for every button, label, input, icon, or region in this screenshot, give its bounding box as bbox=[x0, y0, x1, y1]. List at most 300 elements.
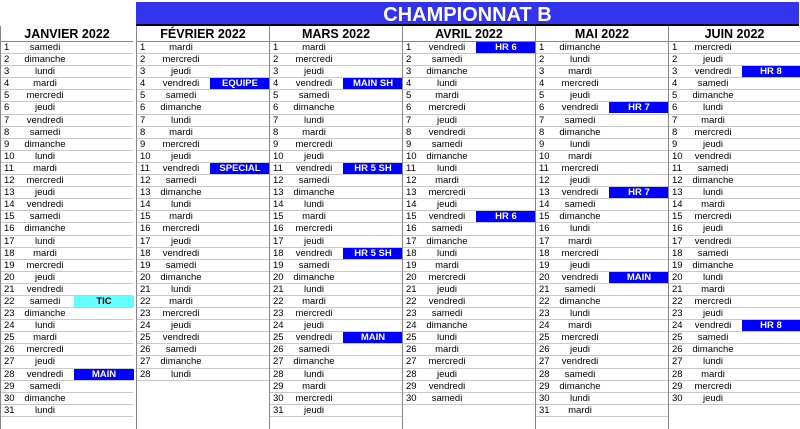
day-row bbox=[270, 211, 402, 223]
day-number: 23 bbox=[273, 308, 284, 320]
day-row bbox=[270, 115, 402, 127]
day-name: mardi bbox=[33, 332, 57, 344]
day-name: dimanche bbox=[24, 138, 66, 150]
day-row bbox=[137, 42, 269, 54]
event-badge: MAIN bbox=[74, 369, 134, 380]
day-number: 17 bbox=[140, 235, 151, 247]
day-number: 14 bbox=[140, 199, 151, 211]
day-number: 28 bbox=[4, 368, 15, 380]
day-number: 27 bbox=[140, 356, 151, 368]
day-number: 9 bbox=[406, 138, 412, 150]
day-row bbox=[403, 199, 535, 211]
day-number: 19 bbox=[273, 259, 284, 271]
day-number: 3 bbox=[672, 66, 678, 78]
day-row bbox=[403, 344, 535, 356]
day-name: dimanche bbox=[293, 271, 335, 283]
day-name: lundi bbox=[303, 283, 325, 295]
month-column bbox=[0, 26, 133, 429]
day-number: 8 bbox=[4, 126, 10, 138]
day-row bbox=[270, 78, 402, 90]
day-number: 12 bbox=[273, 175, 284, 187]
day-name: jeudi bbox=[170, 235, 192, 247]
day-row bbox=[1, 102, 133, 114]
day-number: 8 bbox=[140, 126, 146, 138]
day-name: lundi bbox=[702, 271, 724, 283]
day-name: dimanche bbox=[160, 187, 202, 199]
day-number: 30 bbox=[4, 392, 15, 404]
day-number: 4 bbox=[273, 78, 279, 90]
day-name: mardi bbox=[302, 211, 326, 223]
day-name: samedi bbox=[564, 199, 596, 211]
day-row bbox=[270, 284, 402, 296]
day-row bbox=[137, 66, 269, 78]
day-row bbox=[536, 272, 668, 284]
day-number: 13 bbox=[539, 187, 550, 199]
day-name: jeudi bbox=[436, 283, 458, 295]
day-number: 4 bbox=[140, 78, 146, 90]
day-name: samedi bbox=[431, 138, 463, 150]
day-number: 11 bbox=[140, 162, 150, 174]
day-row bbox=[137, 115, 269, 127]
day-row bbox=[270, 369, 402, 381]
day-number: 27 bbox=[406, 356, 417, 368]
day-row bbox=[536, 175, 668, 187]
day-name: dimanche bbox=[426, 320, 468, 332]
day-number: 1 bbox=[273, 42, 279, 53]
day-row bbox=[536, 332, 668, 344]
day-row bbox=[669, 211, 800, 223]
day-number: 24 bbox=[672, 320, 683, 332]
day-name: vendredi bbox=[428, 42, 466, 53]
day-name: mercredi bbox=[561, 78, 599, 90]
day-row bbox=[270, 139, 402, 151]
day-number: 5 bbox=[140, 90, 146, 102]
day-row bbox=[403, 115, 535, 127]
day-number: 20 bbox=[539, 271, 550, 283]
day-number: 6 bbox=[4, 102, 10, 114]
day-number: 10 bbox=[672, 150, 683, 162]
day-row bbox=[403, 296, 535, 308]
day-name: mercredi bbox=[694, 211, 732, 223]
day-number: 15 bbox=[539, 211, 550, 223]
day-name: vendredi bbox=[26, 368, 64, 380]
day-number: 12 bbox=[140, 175, 151, 187]
day-name: vendredi bbox=[694, 66, 732, 78]
day-name: vendredi bbox=[694, 320, 732, 332]
day-name: dimanche bbox=[559, 126, 601, 138]
day-name: vendredi bbox=[295, 78, 333, 90]
day-name: jeudi bbox=[170, 66, 192, 78]
day-row bbox=[137, 308, 269, 320]
day-name: samedi bbox=[165, 344, 197, 356]
day-name: jeudi bbox=[34, 102, 56, 114]
day-number: 27 bbox=[4, 356, 15, 368]
day-row bbox=[536, 127, 668, 139]
day-row bbox=[669, 102, 800, 114]
day-name: samedi bbox=[564, 114, 596, 126]
day-number: 3 bbox=[140, 66, 146, 78]
day-row bbox=[1, 187, 133, 199]
day-name: dimanche bbox=[692, 344, 734, 356]
day-name: samedi bbox=[29, 42, 61, 53]
day-row bbox=[536, 393, 668, 405]
day-row bbox=[1, 199, 133, 211]
day-name: lundi bbox=[702, 102, 724, 114]
day-row bbox=[1, 78, 133, 90]
day-number: 6 bbox=[406, 102, 412, 114]
day-number: 24 bbox=[539, 320, 550, 332]
day-row bbox=[1, 151, 133, 163]
day-row bbox=[137, 151, 269, 163]
day-number: 29 bbox=[672, 380, 683, 392]
day-row bbox=[536, 187, 668, 199]
day-row bbox=[536, 66, 668, 78]
day-number: 26 bbox=[140, 344, 151, 356]
day-name: dimanche bbox=[293, 102, 335, 114]
event-badge: HR 6 bbox=[476, 211, 536, 222]
day-row bbox=[403, 42, 535, 54]
day-name: samedi bbox=[298, 175, 330, 187]
day-row bbox=[403, 248, 535, 260]
day-name: samedi bbox=[298, 90, 330, 102]
month-header: JUIN 2022 bbox=[669, 26, 800, 42]
day-row bbox=[536, 308, 668, 320]
day-name: mercredi bbox=[295, 223, 333, 235]
day-number: 15 bbox=[4, 211, 15, 223]
day-number: 26 bbox=[273, 344, 284, 356]
day-name: mardi bbox=[435, 175, 459, 187]
day-name: jeudi bbox=[702, 138, 724, 150]
day-number: 25 bbox=[140, 332, 151, 344]
event-badge: HR 8 bbox=[742, 320, 800, 331]
day-number: 21 bbox=[273, 283, 284, 295]
day-row bbox=[403, 66, 535, 78]
day-number: 7 bbox=[273, 114, 279, 126]
day-name: jeudi bbox=[34, 356, 56, 368]
day-row bbox=[1, 236, 133, 248]
day-row bbox=[1, 248, 133, 260]
day-row bbox=[137, 344, 269, 356]
day-row bbox=[403, 308, 535, 320]
day-row bbox=[669, 127, 800, 139]
day-row bbox=[137, 199, 269, 211]
day-number: 9 bbox=[539, 138, 545, 150]
day-row bbox=[137, 102, 269, 114]
day-name: vendredi bbox=[428, 126, 466, 138]
day-number: 10 bbox=[539, 150, 550, 162]
day-name: samedi bbox=[697, 162, 729, 174]
day-row bbox=[669, 381, 800, 393]
day-number: 2 bbox=[539, 54, 545, 66]
day-name: lundi bbox=[34, 404, 56, 416]
day-row bbox=[1, 66, 133, 78]
day-name: jeudi bbox=[436, 199, 458, 211]
day-name: dimanche bbox=[692, 90, 734, 102]
day-name: dimanche bbox=[559, 42, 601, 53]
day-name: vendredi bbox=[162, 332, 200, 344]
day-name: mardi bbox=[435, 344, 459, 356]
day-number: 16 bbox=[4, 223, 15, 235]
day-number: 24 bbox=[406, 320, 417, 332]
day-number: 24 bbox=[4, 320, 15, 332]
day-name: mardi bbox=[701, 114, 725, 126]
day-number: 6 bbox=[539, 102, 545, 114]
day-row bbox=[669, 187, 800, 199]
day-number: 2 bbox=[672, 54, 678, 66]
day-row bbox=[536, 320, 668, 332]
day-number: 2 bbox=[140, 54, 146, 66]
day-row bbox=[1, 381, 133, 393]
day-row bbox=[403, 211, 535, 223]
day-number: 12 bbox=[406, 175, 417, 187]
day-name: jeudi bbox=[303, 150, 325, 162]
day-name: jeudi bbox=[436, 368, 458, 380]
day-row bbox=[669, 260, 800, 272]
day-number: 28 bbox=[672, 368, 683, 380]
day-name: dimanche bbox=[160, 271, 202, 283]
day-number: 28 bbox=[273, 368, 284, 380]
day-name: jeudi bbox=[702, 392, 724, 404]
day-name: samedi bbox=[29, 211, 61, 223]
day-row bbox=[669, 139, 800, 151]
day-name: lundi bbox=[170, 368, 192, 380]
day-name: lundi bbox=[34, 235, 56, 247]
day-name: dimanche bbox=[426, 150, 468, 162]
day-row bbox=[403, 163, 535, 175]
day-row bbox=[1, 223, 133, 235]
day-number: 5 bbox=[4, 90, 10, 102]
day-row bbox=[536, 248, 668, 260]
day-row bbox=[669, 199, 800, 211]
day-name: jeudi bbox=[569, 259, 591, 271]
day-number: 16 bbox=[406, 223, 417, 235]
day-row bbox=[669, 369, 800, 381]
day-number: 19 bbox=[140, 259, 151, 271]
day-row bbox=[403, 272, 535, 284]
day-row bbox=[669, 151, 800, 163]
day-row bbox=[536, 236, 668, 248]
day-row bbox=[536, 381, 668, 393]
day-row bbox=[669, 308, 800, 320]
day-row bbox=[137, 163, 269, 175]
day-number: 14 bbox=[539, 199, 550, 211]
day-name: vendredi bbox=[428, 295, 466, 307]
event-badge: HR 5 SH bbox=[343, 163, 403, 174]
day-name: mardi bbox=[302, 42, 326, 53]
day-number: 6 bbox=[140, 102, 146, 114]
day-name: samedi bbox=[29, 126, 61, 138]
day-name: mercredi bbox=[162, 54, 200, 66]
day-name: mercredi bbox=[694, 295, 732, 307]
month-column bbox=[535, 26, 668, 429]
day-row bbox=[1, 296, 133, 308]
day-name: mardi bbox=[169, 295, 193, 307]
day-row bbox=[270, 151, 402, 163]
day-name: mardi bbox=[568, 66, 592, 78]
day-row bbox=[403, 381, 535, 393]
day-number: 13 bbox=[140, 187, 151, 199]
day-name: mercredi bbox=[561, 332, 599, 344]
day-number: 23 bbox=[539, 308, 550, 320]
day-row bbox=[1, 175, 133, 187]
day-name: lundi bbox=[436, 332, 458, 344]
day-row bbox=[403, 175, 535, 187]
day-row bbox=[1, 284, 133, 296]
day-number: 8 bbox=[672, 126, 678, 138]
day-name: lundi bbox=[436, 162, 458, 174]
day-number: 26 bbox=[4, 344, 15, 356]
day-row bbox=[536, 163, 668, 175]
day-number: 28 bbox=[539, 368, 550, 380]
day-row bbox=[536, 369, 668, 381]
day-number: 29 bbox=[539, 380, 550, 392]
day-name: samedi bbox=[564, 283, 596, 295]
day-row bbox=[137, 127, 269, 139]
day-row bbox=[669, 78, 800, 90]
day-number: 7 bbox=[4, 114, 10, 126]
day-number: 22 bbox=[406, 295, 417, 307]
day-name: mardi bbox=[169, 211, 193, 223]
day-row bbox=[137, 54, 269, 66]
day-name: lundi bbox=[303, 368, 325, 380]
day-number: 28 bbox=[406, 368, 417, 380]
day-name: mercredi bbox=[428, 102, 466, 114]
event-badge: TIC bbox=[74, 296, 134, 307]
day-row bbox=[669, 54, 800, 66]
day-number: 9 bbox=[140, 138, 146, 150]
day-number: 30 bbox=[672, 392, 683, 404]
day-name: dimanche bbox=[24, 392, 66, 404]
day-name: dimanche bbox=[160, 356, 202, 368]
day-row bbox=[137, 320, 269, 332]
month-column bbox=[136, 26, 269, 429]
day-number: 10 bbox=[406, 150, 417, 162]
day-row bbox=[270, 163, 402, 175]
day-number: 20 bbox=[4, 271, 15, 283]
day-number: 6 bbox=[672, 102, 678, 114]
day-name: mercredi bbox=[295, 392, 333, 404]
day-row bbox=[536, 151, 668, 163]
day-row bbox=[669, 90, 800, 102]
day-name: jeudi bbox=[303, 66, 325, 78]
day-row bbox=[403, 284, 535, 296]
calendar-grid bbox=[0, 26, 800, 429]
day-number: 29 bbox=[4, 380, 15, 392]
day-row bbox=[137, 187, 269, 199]
day-name: samedi bbox=[165, 175, 197, 187]
day-name: mercredi bbox=[428, 356, 466, 368]
day-name: lundi bbox=[569, 54, 591, 66]
day-number: 18 bbox=[406, 247, 417, 259]
day-name: lundi bbox=[303, 199, 325, 211]
day-number: 31 bbox=[4, 404, 15, 416]
day-number: 21 bbox=[140, 283, 151, 295]
day-name: jeudi bbox=[702, 54, 724, 66]
day-number: 3 bbox=[273, 66, 279, 78]
day-number: 18 bbox=[4, 247, 15, 259]
day-name: vendredi bbox=[694, 150, 732, 162]
day-name: mardi bbox=[568, 235, 592, 247]
day-row bbox=[536, 90, 668, 102]
month-column bbox=[269, 26, 402, 429]
day-row bbox=[137, 284, 269, 296]
day-name: lundi bbox=[34, 66, 56, 78]
day-number: 9 bbox=[672, 138, 678, 150]
day-name: jeudi bbox=[303, 320, 325, 332]
day-name: mardi bbox=[568, 320, 592, 332]
day-name: samedi bbox=[29, 295, 61, 307]
day-number: 26 bbox=[539, 344, 550, 356]
event-badge: HR 7 bbox=[609, 102, 669, 113]
day-name: lundi bbox=[170, 199, 192, 211]
day-row bbox=[270, 175, 402, 187]
day-number: 14 bbox=[406, 199, 417, 211]
day-row bbox=[270, 320, 402, 332]
day-row bbox=[669, 223, 800, 235]
day-name: dimanche bbox=[559, 211, 601, 223]
day-number: 12 bbox=[4, 175, 15, 187]
day-number: 16 bbox=[672, 223, 683, 235]
day-name: vendredi bbox=[26, 283, 64, 295]
day-row bbox=[270, 66, 402, 78]
event-badge: MAIN bbox=[343, 332, 403, 343]
day-name: vendredi bbox=[561, 271, 599, 283]
day-row bbox=[536, 260, 668, 272]
day-name: vendredi bbox=[561, 102, 599, 114]
day-name: mercredi bbox=[561, 162, 599, 174]
day-row bbox=[669, 175, 800, 187]
day-number: 21 bbox=[539, 283, 550, 295]
day-row bbox=[669, 332, 800, 344]
day-number: 18 bbox=[140, 247, 151, 259]
day-row bbox=[1, 332, 133, 344]
day-number: 12 bbox=[539, 175, 550, 187]
day-number: 27 bbox=[539, 356, 550, 368]
day-row bbox=[1, 320, 133, 332]
day-number: 30 bbox=[273, 392, 284, 404]
day-name: lundi bbox=[170, 114, 192, 126]
day-number: 29 bbox=[406, 380, 417, 392]
day-name: dimanche bbox=[293, 356, 335, 368]
day-number: 5 bbox=[273, 90, 279, 102]
day-name: mardi bbox=[435, 90, 459, 102]
day-name: mardi bbox=[435, 259, 459, 271]
day-row bbox=[270, 102, 402, 114]
day-row bbox=[270, 308, 402, 320]
event-badge: HR 8 bbox=[742, 66, 800, 77]
day-row bbox=[403, 332, 535, 344]
day-name: vendredi bbox=[162, 247, 200, 259]
day-number: 23 bbox=[140, 308, 151, 320]
day-row bbox=[403, 54, 535, 66]
day-name: dimanche bbox=[24, 54, 66, 66]
day-number: 26 bbox=[672, 344, 683, 356]
day-number: 27 bbox=[672, 356, 683, 368]
day-name: mercredi bbox=[295, 54, 333, 66]
day-row bbox=[1, 90, 133, 102]
day-row bbox=[1, 260, 133, 272]
day-name: samedi bbox=[564, 368, 596, 380]
month-column bbox=[668, 26, 800, 429]
day-row bbox=[270, 90, 402, 102]
day-number: 25 bbox=[4, 332, 15, 344]
day-number: 23 bbox=[406, 308, 417, 320]
day-number: 1 bbox=[140, 42, 146, 53]
day-row bbox=[270, 187, 402, 199]
day-name: mercredi bbox=[162, 308, 200, 320]
day-number: 5 bbox=[406, 90, 412, 102]
day-row bbox=[403, 260, 535, 272]
